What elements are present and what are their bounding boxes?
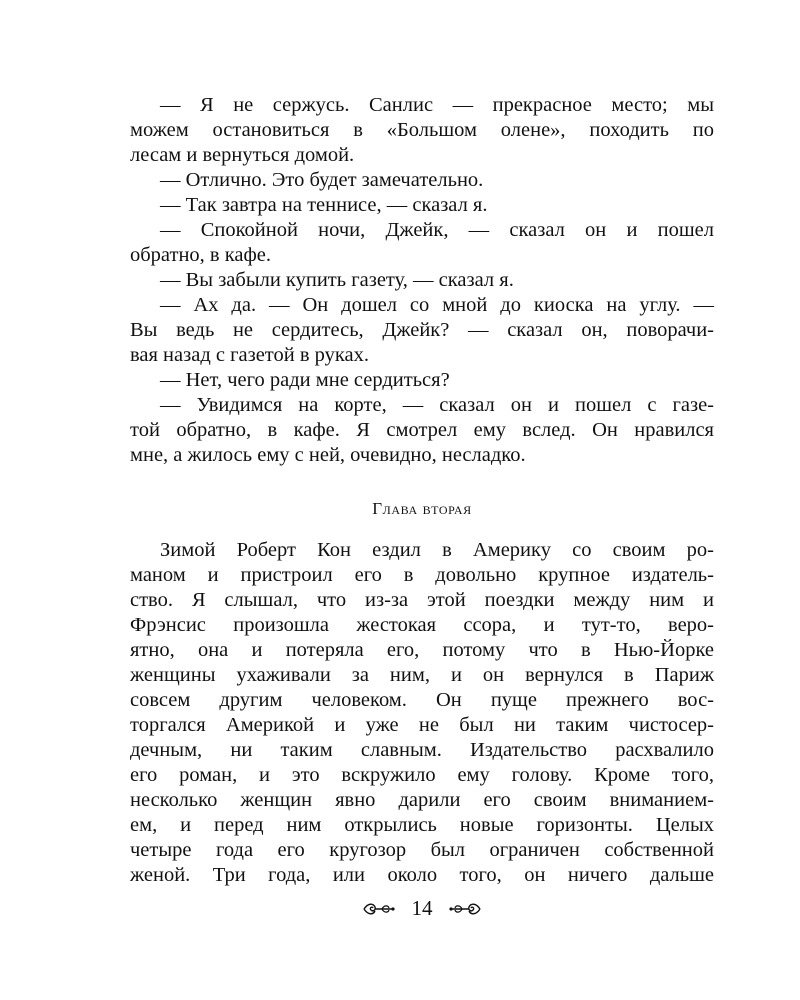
- text-line: торгался Америкой и уже не был ни таким чистосер-: [130, 714, 714, 736]
- text-line: совсем другим человеком. Он пуще прежнего вос-: [130, 689, 714, 711]
- fleuron-left-icon: [362, 900, 396, 918]
- text-line: маном и пристроил его в довольно крупное издатель-: [130, 564, 714, 586]
- text-line: женой. Три года, или около того, он ничего дальше: [130, 864, 714, 886]
- text-line: ем, и перед ним открылись новые горизонты. Целых: [130, 814, 714, 836]
- text-line: дечным, ни таким славным. Издательство расхвалило: [130, 739, 714, 761]
- text-line: — Вы забыли купить газету, — сказал я.: [160, 269, 514, 291]
- text-line: — Ах да. — Он дошел со мной до киоска на углу. —: [160, 294, 714, 316]
- page-footer: [130, 895, 714, 921]
- text-line: несколько женщин явно дарили его своим вниманием-: [130, 789, 714, 811]
- text-line: ство. Я слышал, что из-за этой поездки между ним и: [130, 589, 714, 611]
- text-line: — Увидимся на корте, — сказал он и пошел с газе-: [160, 394, 714, 416]
- text-line: обратно, в кафе.: [130, 244, 271, 266]
- text-line: той обратно, в кафе. Я смотрел ему вслед. Он нравился: [130, 419, 714, 441]
- text-line: — Нет, чего ради мне сердиться?: [160, 369, 450, 391]
- text-line: Зимой Роберт Кон ездил в Америку со своим ро-: [160, 539, 714, 561]
- text-line: женщины ухаживали за ним, и он вернулся в Париж: [130, 664, 714, 686]
- text-line: Фрэнсис произошла жестокая ссора, и тут-то, веро-: [130, 614, 714, 636]
- text-line: его роман, и это вскружило ему голову. Кроме того,: [130, 764, 714, 786]
- fleuron-right-icon: [448, 900, 482, 918]
- page-number: 14: [411, 896, 433, 920]
- text-line: вая назад с газетой в руках.: [130, 344, 370, 366]
- chapter-title: Глава вторая: [372, 499, 472, 518]
- text-line: — Спокойной ночи, Джейк, — сказал он и пошел: [160, 219, 714, 241]
- text-line: — Я не сержусь. Санлис — прекрасное место; мы: [160, 94, 714, 116]
- text-line: лесам и вернуться домой.: [130, 144, 355, 166]
- text-line: ятно, она и потеряла его, потому что в Нью-Йорке: [130, 639, 714, 661]
- text-line: четыре года его кругозор был ограничен собственной: [130, 839, 714, 861]
- text-line: можем остановиться в «Большом олене», походить по: [130, 119, 714, 141]
- text-line: — Отлично. Это будет замечательно.: [160, 169, 484, 191]
- text-line: — Так завтра на теннисе, — сказал я.: [160, 194, 488, 216]
- book-page: [130, 92, 714, 972]
- text-line: мне, а жилось ему с ней, очевидно, несладко.: [130, 444, 526, 466]
- text-line: Вы ведь не сердитесь, Джейк? — сказал он, поворачи-: [130, 319, 714, 341]
